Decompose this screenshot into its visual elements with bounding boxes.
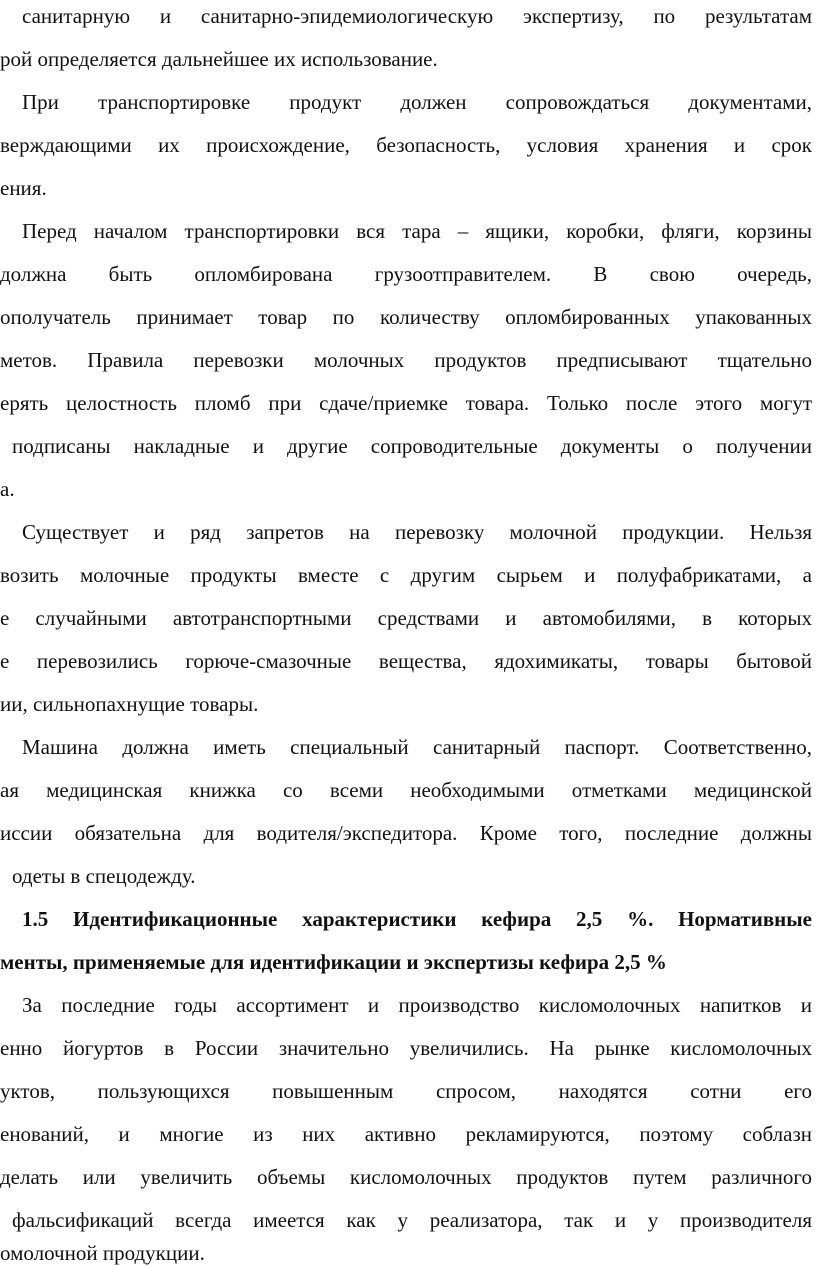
text-line: ии, сильнопахнущие товары. bbox=[0, 692, 259, 716]
text-line: ая медицинская книжка со всеми необходимыми отметками медицинской bbox=[0, 778, 812, 802]
text-line: иссии обязательна для водителя/экспедитора. Кроме того, последние должны bbox=[0, 821, 812, 845]
text-line: омолочной продукции. bbox=[0, 1241, 205, 1265]
text-line: а. bbox=[0, 477, 15, 501]
text-line: Существует и ряд запретов на перевозку молочной продукции. Нельзя bbox=[22, 520, 812, 544]
text-line: одеты в спецодежду. bbox=[12, 864, 196, 888]
text-line: санитарную и санитарно-эпидемиологическую экспертизу, по результатам bbox=[22, 4, 812, 28]
text-line: подписаны накладные и другие сопроводительные документы о получении bbox=[12, 434, 812, 458]
text-line: верждающими их происхождение, безопасность, условия хранения и срок bbox=[0, 133, 812, 157]
text-line: енно йогуртов в России значительно увеличились. На рынке кисломолочных bbox=[0, 1036, 812, 1060]
section-heading: 1.5 Идентификационные характеристики кефира 2,5 %. Нормативные bbox=[22, 907, 812, 931]
text-line: е перевозились горюче-смазочные вещества, ядохимикаты, товары бытовой bbox=[0, 649, 812, 673]
text-line: делать или увеличить объемы кисломолочных продуктов путем различного bbox=[0, 1165, 812, 1189]
text-line: За последние годы ассортимент и производство кисломолочных напитков и bbox=[22, 993, 812, 1017]
text-line: е случайными автотранспортными средствами и автомобилями, в которых bbox=[0, 606, 812, 630]
text-line: фальсификаций всегда имеется как у реализатора, так и у производителя bbox=[12, 1208, 812, 1232]
text-line: рой определяется дальнейшее их использование. bbox=[0, 47, 438, 71]
section-heading: менты, применяемые для идентификации и экспертизы кефира 2,5 % bbox=[0, 950, 667, 974]
text-line: ения. bbox=[0, 176, 47, 200]
text-line: уктов, пользующихся повышенным спросом, находятся сотни его bbox=[0, 1079, 812, 1103]
text-line: Перед началом транспортировки вся тара – ящики, коробки, фляги, корзины bbox=[22, 219, 812, 243]
text-line: возить молочные продукты вместе с другим сырьем и полуфабрикатами, а bbox=[0, 563, 812, 587]
text-line: енований, и многие из них активно рекламируются, поэтому соблазн bbox=[0, 1122, 812, 1146]
text-line: ополучатель принимает товар по количеству опломбированных упакованных bbox=[0, 305, 812, 329]
text-line: При транспортировке продукт должен сопровождаться документами, bbox=[22, 90, 812, 114]
text-line: ерять целостность пломб при сдаче/приемке товара. Только после этого могут bbox=[0, 391, 812, 415]
text-line: должна быть опломбирована грузоотправителем. В свою очередь, bbox=[0, 262, 812, 286]
text-line: Машина должна иметь специальный санитарный паспорт. Соответственно, bbox=[22, 735, 812, 759]
text-line: метов. Правила перевозки молочных продуктов предписывают тщательно bbox=[0, 348, 812, 372]
